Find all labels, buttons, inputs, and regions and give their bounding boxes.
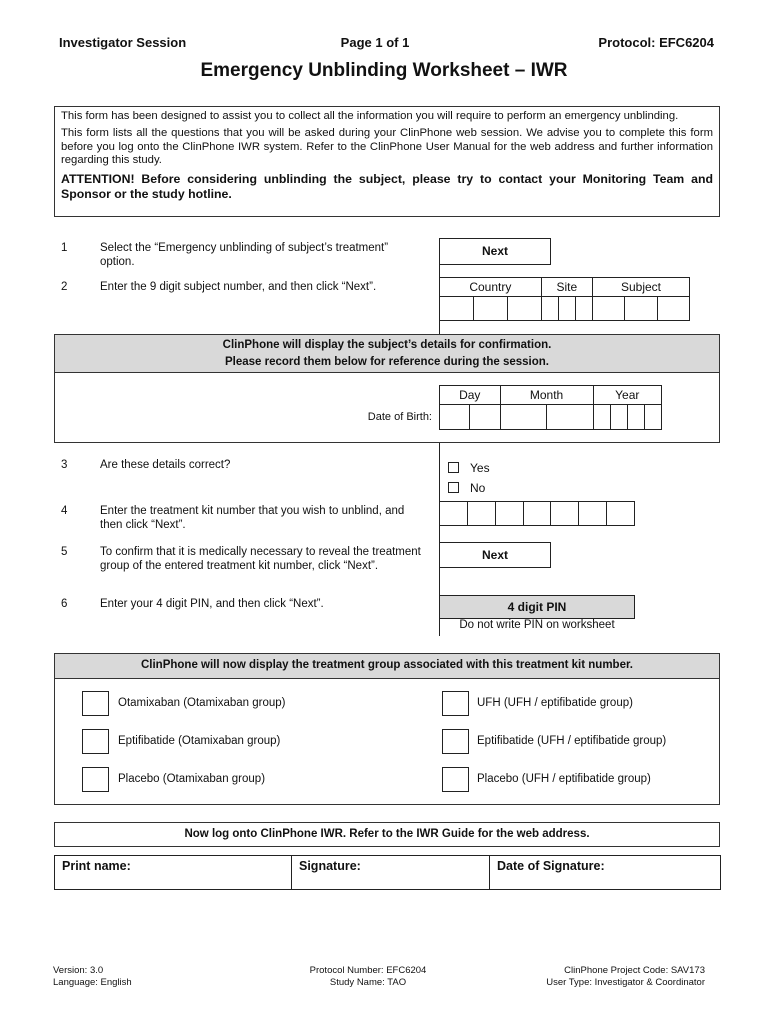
footer-version: Version: 3.0 bbox=[53, 965, 104, 976]
digit-cell[interactable] bbox=[547, 405, 594, 430]
digit-cell[interactable] bbox=[627, 405, 644, 430]
step-text: Enter the 9 digit subject number, and then click “Next”. bbox=[100, 281, 377, 293]
digit-cell[interactable] bbox=[575, 297, 592, 321]
step-text: Enter your 4 digit PIN, and then click “Next”. bbox=[100, 598, 324, 610]
confirmation-header bbox=[55, 335, 719, 373]
digit-cell[interactable] bbox=[579, 502, 607, 526]
digit-cell[interactable] bbox=[593, 405, 610, 430]
kit-number-grid bbox=[439, 501, 635, 526]
digit-cell[interactable] bbox=[495, 502, 523, 526]
intro-box bbox=[54, 106, 720, 217]
pin-note: Do not write PIN on worksheet bbox=[459, 619, 615, 631]
print-name-field[interactable]: Print name: bbox=[55, 856, 292, 890]
step-number: 2 bbox=[61, 281, 68, 293]
step-number: 1 bbox=[61, 242, 68, 254]
digit-cell[interactable] bbox=[440, 297, 474, 321]
grid-header-subject: Subject bbox=[592, 278, 689, 297]
treatment-header: ClinPhone will now display the treatment group associated with this treatment kit number. bbox=[55, 654, 719, 679]
treatment-checkbox[interactable] bbox=[442, 729, 469, 754]
dob-header-month: Month bbox=[500, 386, 593, 405]
digit-cell[interactable] bbox=[610, 405, 627, 430]
digit-cell[interactable] bbox=[551, 502, 579, 526]
digit-cell[interactable] bbox=[440, 502, 468, 526]
signature-date-field[interactable]: Date of Signature: bbox=[490, 856, 721, 890]
footer-language: Language: English bbox=[53, 977, 132, 988]
treatment-checkbox[interactable] bbox=[442, 767, 469, 792]
digit-cell[interactable] bbox=[607, 502, 635, 526]
footer-user-type: User Type: Investigator & Coordinator bbox=[546, 977, 705, 988]
footer-study: Study Name: TAO bbox=[329, 977, 407, 988]
digit-cell[interactable] bbox=[558, 297, 575, 321]
no-label: No bbox=[470, 481, 486, 495]
treatment-checkbox[interactable] bbox=[82, 729, 109, 754]
digit-cell[interactable] bbox=[592, 297, 624, 321]
no-checkbox[interactable] bbox=[448, 482, 459, 493]
footer-right bbox=[546, 965, 705, 989]
grid-header-country: Country bbox=[440, 278, 542, 297]
intro-text-2: This form lists all the questions that you will be asked during your ClinPhone web session. We advise you to complete this form before you log onto the ClinPhone IWR system. Refer to the ClinPhone User Manual for the web address and further information regarding this study. bbox=[61, 127, 713, 167]
next-button[interactable]: Next bbox=[439, 238, 551, 265]
digit-cell[interactable] bbox=[473, 297, 507, 321]
grid-header-site: Site bbox=[541, 278, 592, 297]
step-text: Enter the treatment kit number that you wish to unblind, and then click “Next”. bbox=[100, 505, 405, 531]
step-number: 3 bbox=[61, 459, 68, 471]
treatment-checkbox[interactable] bbox=[82, 767, 109, 792]
digit-cell[interactable] bbox=[507, 297, 541, 321]
dob-label: Date of Birth: bbox=[367, 411, 432, 423]
next-button[interactable]: Next bbox=[439, 542, 551, 568]
treatment-label: Eptifibatide (Otamixaban group) bbox=[118, 735, 281, 747]
dob-header-year: Year bbox=[593, 386, 661, 405]
step-text: Are these details correct? bbox=[100, 459, 231, 471]
footer-protocol: Protocol Number: EFC6204 bbox=[309, 965, 427, 976]
digit-cell[interactable] bbox=[440, 405, 470, 430]
digit-cell[interactable] bbox=[657, 297, 689, 321]
intro-text-1: This form has been designed to assist you to collect all the information you will require to perform an emergency unblinding. bbox=[61, 110, 679, 122]
attention-text: ATTENTION! Before considering unblinding the subject, please try to contact your Monitoring Team and Sponsor or the study hotline. bbox=[61, 171, 713, 201]
digit-cell[interactable] bbox=[523, 502, 551, 526]
treatment-checkbox[interactable] bbox=[442, 691, 469, 716]
dob-grid bbox=[439, 385, 662, 430]
subject-number-grid bbox=[439, 277, 690, 321]
yes-checkbox[interactable] bbox=[448, 462, 459, 473]
step-number: 6 bbox=[61, 598, 68, 610]
signature-field[interactable]: Signature: bbox=[292, 856, 490, 890]
step-text: Select the “Emergency unblinding of subject’s treatment” option. bbox=[100, 242, 389, 268]
confirmation-line-2: Please record them below for reference during the session. bbox=[224, 356, 550, 368]
header-protocol: Protocol: EFC6204 bbox=[598, 35, 714, 50]
logon-instruction: Now log onto ClinPhone IWR. Refer to the IWR Guide for the web address. bbox=[54, 822, 720, 847]
treatment-checkbox[interactable] bbox=[82, 691, 109, 716]
digit-cell[interactable] bbox=[625, 297, 657, 321]
digit-cell[interactable] bbox=[644, 405, 661, 430]
digit-cell[interactable] bbox=[541, 297, 558, 321]
digit-cell[interactable] bbox=[470, 405, 500, 430]
confirmation-line-1: ClinPhone will display the subject’s details for confirmation. bbox=[222, 339, 552, 351]
header-session: Investigator Session bbox=[59, 35, 187, 50]
treatment-label: Eptifibatide (UFH / eptifibatide group) bbox=[477, 735, 667, 747]
treatment-label: Placebo (UFH / eptifibatide group) bbox=[477, 773, 651, 785]
step-text: To confirm that it is medically necessary to reveal the treatment group of the entered treatment kit number, click “Next”. bbox=[100, 546, 421, 572]
header-page: Page 1 of 1 bbox=[340, 35, 410, 50]
treatment-label: Placebo (Otamixaban group) bbox=[118, 773, 266, 785]
page-title: Emergency Unblinding Worksheet – IWR bbox=[200, 60, 568, 81]
digit-cell[interactable] bbox=[500, 405, 547, 430]
treatment-label: Otamixaban (Otamixaban group) bbox=[118, 697, 286, 709]
step-number: 5 bbox=[61, 546, 68, 558]
dob-header-day: Day bbox=[440, 386, 501, 405]
footer-project: ClinPhone Project Code: SAV173 bbox=[564, 965, 705, 976]
digit-cell[interactable] bbox=[467, 502, 495, 526]
signature-table bbox=[54, 855, 721, 890]
step-number: 4 bbox=[61, 505, 68, 517]
pin-field[interactable]: 4 digit PIN bbox=[439, 595, 635, 619]
treatment-label: UFH (UFH / eptifibatide group) bbox=[477, 697, 633, 709]
yes-label: Yes bbox=[470, 461, 490, 475]
